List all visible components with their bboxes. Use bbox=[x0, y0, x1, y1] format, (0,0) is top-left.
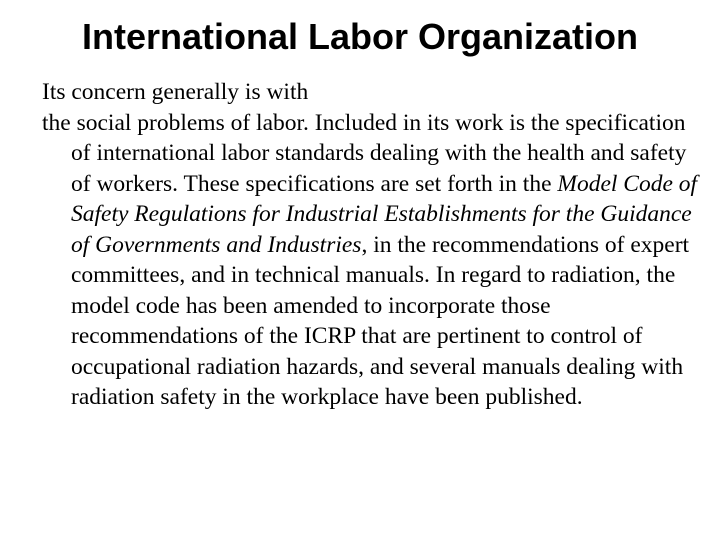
slide-body bbox=[42, 77, 702, 413]
slide-title: International Labor Organization bbox=[81, 16, 639, 57]
paragraph-lead: the social problems of labor. Included in its work is the specification of international labor standards dealing with the health and safety of workers. These specifications are set forth in the bbox=[42, 109, 687, 197]
body-paragraph bbox=[42, 108, 702, 413]
paragraph-tail: , in the recommendations of expert committees, and in technical manuals. In regard to radiation, the model code has been amended to incorporate those recommendations of the ICRP that are pertinent to control of occupational radiation hazards, and several manuals dealing with radiation safety in the workplace have been published. bbox=[71, 231, 690, 410]
publication-title: Model Code of Safety Regulations for Industrial Establishments for the Guidance of Governments and Industries bbox=[71, 170, 698, 258]
intro-line: Its concern generally is with bbox=[42, 79, 309, 105]
